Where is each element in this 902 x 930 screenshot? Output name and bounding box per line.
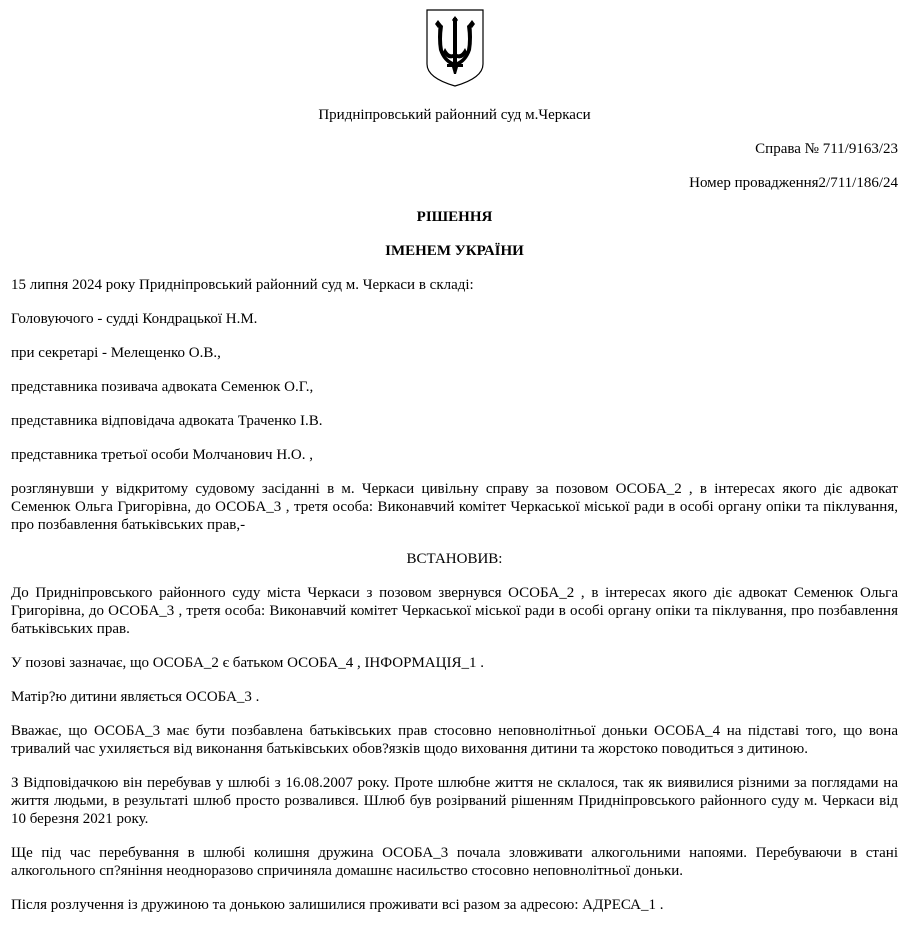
body-paragraph-7: Після розлучення із дружиною та донькою залишилися проживати всі разом за адресою: АДРЕСА_1 .: [11, 897, 664, 913]
intro-third-party-rep: представника третьої особи Молчанович Н.О. ,: [11, 447, 313, 463]
body-paragraph-5: З Відповідачкою він перебував у шлюбі з 16.08.2007 року. Проте шлюбне життя не склалося, так як виявилися різними за поглядами на життя людьми, в результаті шлюб просто розвалився. Шлюб був розірваний рішенням Придніпровського районного суду м. Черкаси від 10 березня 2021 року.: [11, 775, 898, 827]
body-paragraph-2: У позові зазначає, що ОСОБА_2 є батьком ОСОБА_4 , ІНФОРМАЦІЯ_1 .: [11, 655, 484, 671]
intro-judge: Головуючого - судді Кондрацької Н.М.: [11, 311, 258, 327]
body-paragraph-3: Матір?ю дитини являється ОСОБА_3 .: [11, 689, 260, 705]
document-body: [11, 276, 898, 930]
body-paragraph-4: Вважає, що ОСОБА_3 має бути позбавлена батьківських прав стосовно неповнолітньої доньки ОСОБА_4 на підставі того, що вона тривалий час ухиляється від виконання батьківських обов?язків щодо виховання дитини та жорстоко поводиться з дитиною.: [11, 723, 898, 757]
case-number: Справа № 711/9163/23: [755, 141, 898, 157]
intro-secretary: при секретарі - Мелещенко О.В.,: [11, 345, 221, 361]
established-heading: ВСТАНОВИВ:: [406, 551, 503, 567]
in-name-title: ІМЕНЕМ УКРАЇНИ: [385, 243, 524, 259]
intro-plaintiff-rep: представника позивача адвоката Семенюк О.Г.,: [11, 379, 314, 395]
body-paragraph-6: Ще під час перебування в шлюбі колишня дружина ОСОБА_3 почала зловживати алкогольними напоями. Перебуваючи в стані алкогольного сп?яніння неодноразово спричиняла домашнє насильство стосовно неповнолітньої доньки.: [11, 845, 898, 879]
proceeding-number: Номер провадження2/711/186/24: [689, 175, 898, 191]
coat-of-arms-icon: [425, 8, 485, 88]
intro-defendant-rep: представника відповідача адвоката Траченко І.В.: [11, 413, 323, 429]
body-paragraph-1: До Придніпровського районного суду міста Черкаси з позовом звернувся ОСОБА_2 , в інтересах якого діє адвокат Семенюк Ольга Григорівна, до ОСОБА_3 , третя особа: Виконавчий комітет Черкаської міської ради в особі органу опіки та піклування, про позбавлення батьківських прав.: [11, 585, 898, 637]
court-name: Придніпровський районний суд м.Черкаси: [318, 107, 591, 123]
intro-date-line: 15 липня 2024 року Придніпровський районний суд м. Черкаси в складі:: [11, 277, 474, 293]
decision-title: РІШЕННЯ: [416, 209, 493, 225]
intro-considered: розглянувши у відкритому судовому засіданні в м. Черкаси цивільну справу за позовом ОСОБА_2 , в інтересах якого діє адвокат Семенюк Ольга Григорівна, до ОСОБА_3 , третя особа: Виконавчий комітет Черкаської міської ради в особі органу опіки та піклування, про позбавлення батьківських прав,-: [11, 481, 898, 533]
